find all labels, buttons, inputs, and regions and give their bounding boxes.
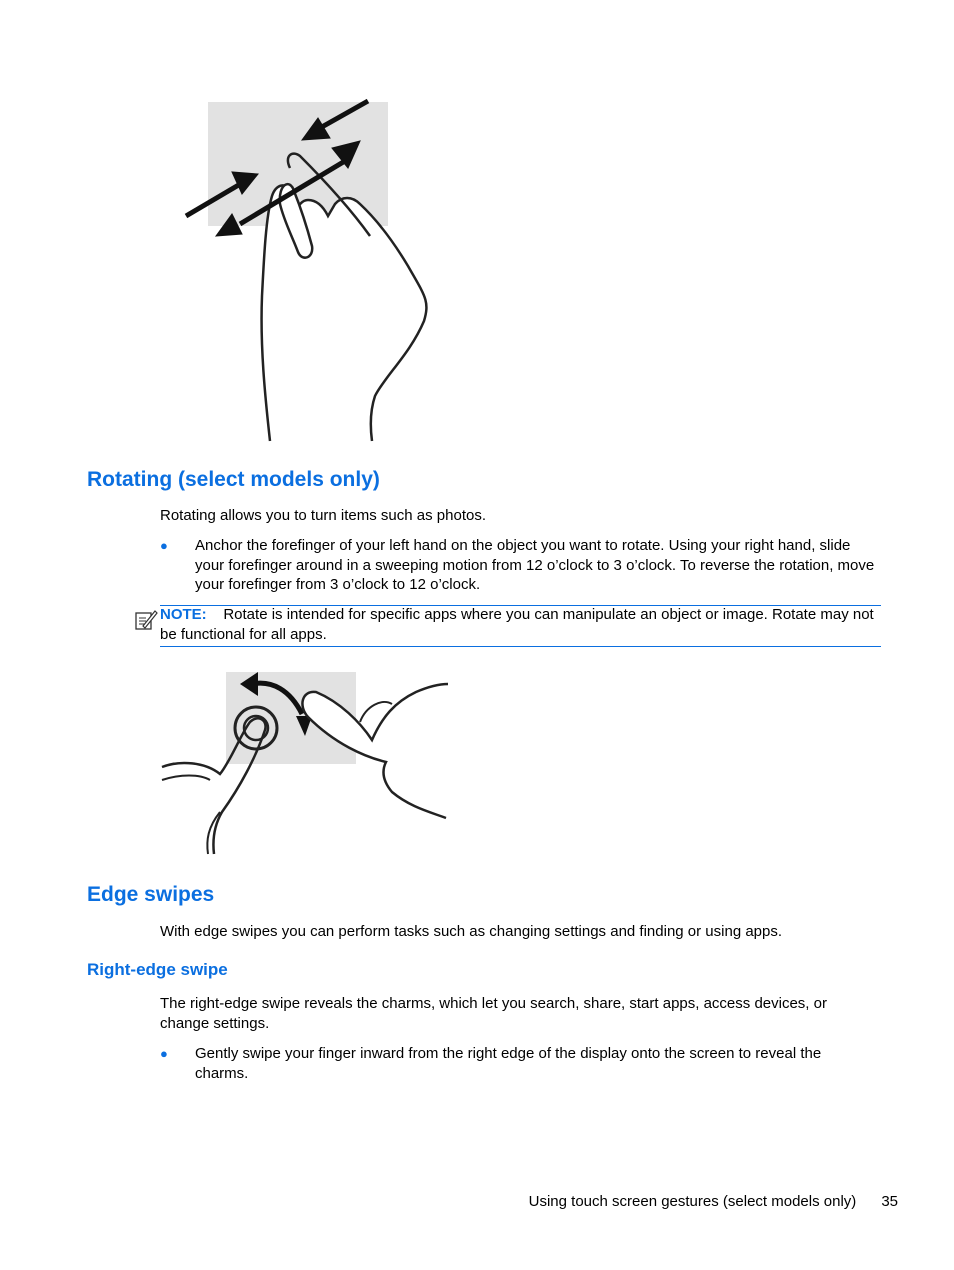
rotate-gesture-illustration xyxy=(160,662,455,857)
note-label: NOTE: xyxy=(160,606,207,623)
pinch-gesture-illustration xyxy=(180,96,440,446)
rotating-bullet: Anchor the forefinger of your left hand on the object you want to rotate. Using your right hand, slide your forefinger around in a sweeping motion from 12 o’clock to 3 o’clock. To reverse the rotation, move your forefinger from 3 o’clock to 12 o’clock. xyxy=(195,537,875,593)
note-text: Rotate is intended for specific apps where you can manipulate an object or image. Rotate may not be functional for all apps. xyxy=(160,606,874,643)
bullet-dot-icon: ● xyxy=(160,1046,168,1061)
right-edge-swipe-intro: The right-edge swipe reveals the charms, which let you search, share, start apps, access devices, or change settings. xyxy=(160,995,827,1032)
page-number: 35 xyxy=(881,1193,898,1210)
note-paragraph xyxy=(160,605,881,644)
bullet-dot-icon: ● xyxy=(160,538,168,553)
footer-text: Using touch screen gestures (select models only) xyxy=(528,1193,857,1210)
page-footer xyxy=(440,1192,898,1211)
rotating-intro: Rotating allows you to turn items such as photos. xyxy=(160,507,487,524)
section-heading-edge-swipes: Edge swipes xyxy=(87,883,215,906)
section-heading-rotating: Rotating (select models only) xyxy=(87,468,380,491)
note-box xyxy=(160,605,881,647)
edge-swipes-intro: With edge swipes you can perform tasks such as changing settings and finding or using apps. xyxy=(160,923,783,940)
note-pencil-icon xyxy=(134,608,158,632)
right-edge-swipe-bullet: Gently swipe your finger inward from the right edge of the display onto the screen to reveal the charms. xyxy=(195,1045,822,1082)
subsection-heading-right-edge-swipe: Right-edge swipe xyxy=(87,960,228,979)
